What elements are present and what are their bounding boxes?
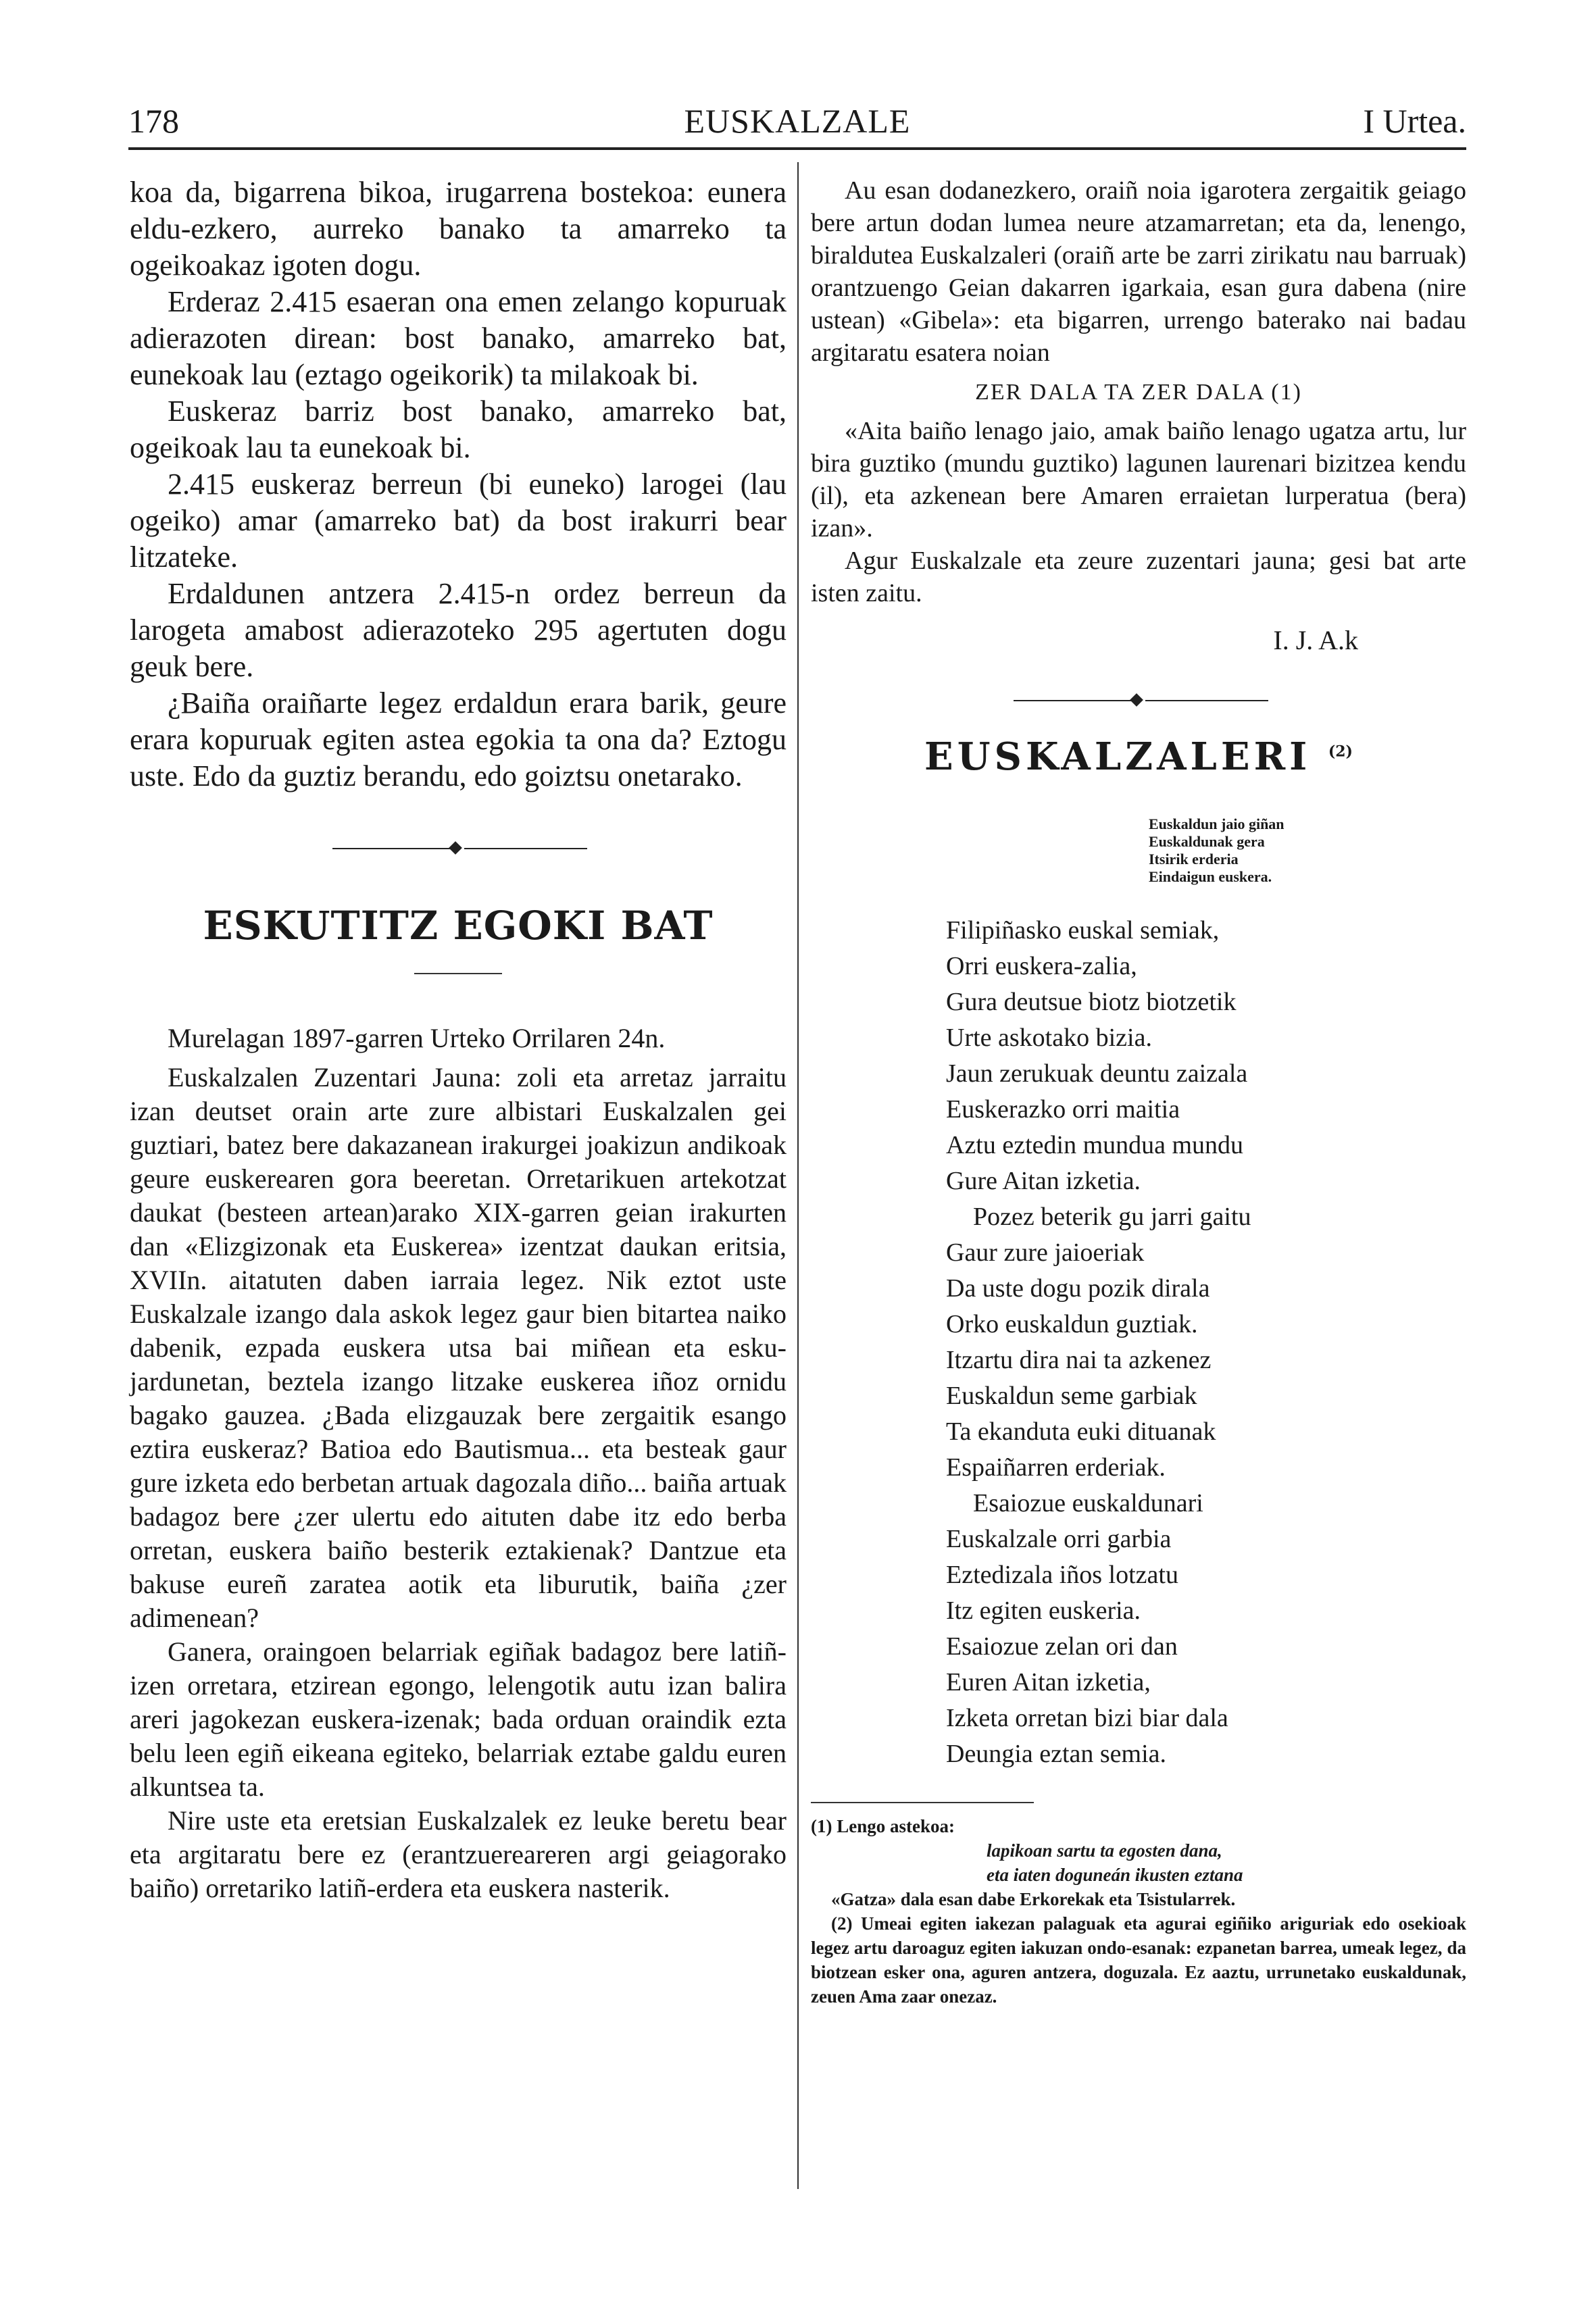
poem-line: Orri euskera-zalia, [946,952,1137,980]
header-rule [128,147,1466,150]
article-title: ESKUTITZ EGOKI BAT [203,903,714,949]
paragraph: Nire uste eta eretsian Euskalzalek ez leuke beretu bear eta argitaratu bere ez (erantzuereareren argi geiagorako baiño) orretariko latiñ-erdera eta euskera nasterik. [130,1805,787,1903]
poem-line: Izketa orretan bizi biar dala [946,1704,1228,1732]
poem-line: Itzartu dira nai ta azkenez [946,1346,1212,1374]
paragraph: «Aita baiño lenago jaio, amak baiño lenago ugatza artu, lur bira guztiko (mundu guztiko) lagunen laurenari bizitzea kendu (il), eta azkenean bere Amaren erraietan lurperatua (bera) izan». [811,417,1466,543]
paragraph: ¿Baiña oraiñarte legez erdaldun erara barik, geure erara kopuruak egiten astea egokia ta ona da? Eztogu uste. Edo da guztiz berandu, edo goiztsu onetarako. [130,686,787,793]
section-ornament [130,842,787,855]
running-header [128,101,1466,149]
poem-line: Da uste dogu pozik dirala [946,1274,1210,1303]
section-heading: ZER DALA TA ZER DALA (1) [975,380,1302,405]
footnote-1-quote: eta iaten doguneán ikusten eztana [987,1865,1243,1885]
poem-line: Gura deutsue biotz biotzetik [946,988,1237,1016]
volume-year: I Urtea. [1363,102,1466,140]
motto-line: Eindaigun euskera. [1149,868,1272,885]
poem-line: Aztu eztedin mundua mundu [946,1131,1244,1159]
poem-line: Esaiozue zelan ori dan [946,1632,1178,1661]
paragraph: Au esan dodanezkero, oraiñ noia igarotera zergaitik geiago bere artun dodan lumea neure atzamarretan; eta da, lenengo, biraldutea Euskalzaleri (oraiñ arte be zarri zirikatu nau barruak) orantzuengo Geian dakarren igarkaia, esan gura dabena (nire ustean) «Gibela»: eta bigarren, urrengo baterako nai badau argitaratu esatera noian [811,176,1466,367]
footnote-1-text: «Gatza» dala esan dabe Erkorekak eta Tsistularrek. [831,1889,1236,1909]
footnote-mark: (2) [1328,743,1353,761]
poem-line: Euskalzale orri garbia [946,1525,1172,1553]
left-column [130,174,787,1905]
poem-line: Urte askotako bizia. [946,1024,1152,1052]
signature: I. J. A.k [1273,625,1358,655]
poem-line: Espaiñarren erderiak. [946,1453,1166,1482]
journal-title: EUSKALZALE [684,102,911,140]
paragraph: Erderaz 2.415 esaeran ona emen zelango kopuruak adierazoten direan: bost banako, amarreko bat, eunekoak lau (eztago ogeikorik) ta milakoak bi. [130,285,787,391]
motto [1149,815,1466,886]
poem-line: Esaiozue euskaldunari [973,1489,1203,1517]
paragraph: 2.415 euskeraz berreun (bi euneko) larogei (lau ogeiko) amar (amarreko bat) da bost irakurri bear litzateke. [130,468,787,574]
right-column [811,174,1466,2009]
footnote-2-text: (2) Umeai egiten iakezan palaguak eta agurai egiñiko ariguriak edo osekioak legez artu daroaguz egiten iakuzan ondo-esanak: ezpanetan barrea, umeak legez, da biotzean esker ona, aguren antzera, doguzala. Ez aaztu, urrunetako euskaldunak, zeuen Ama zaar onezaz. [811,1913,1466,2007]
poem [946,913,1466,1772]
motto-line: Euskaldun jaio giñan [1149,815,1285,832]
poem-line: Euskerazko orri maitia [946,1095,1180,1124]
paragraph: Ganera, oraingoen belarriak egiñak badagoz bere latiñ-izen orretara, etzirean egongo, lelengotik autu izan balira areri jagokezan euskera-izenak; bada orduan oraindik ezta belu leen egiñ eikeana egiteko, belarriak eztabe galdu euren alkuntsea ta. [130,1636,787,1802]
footnote-1-quote: lapikoan sartu ta egosten dana, [987,1840,1222,1861]
poem-line: Gure Aitan izketia. [946,1167,1141,1195]
paragraph: Agur Euskalzale eta zeure zuzentari jauna; gesi bat arte isten zaitu. [811,547,1466,607]
poem-line: Orko euskaldun guztiak. [946,1310,1198,1338]
poem-line: Deungia eztan semia. [946,1740,1167,1768]
poem-line: Pozez beterik gu jarri gaitu [973,1203,1251,1231]
motto-line: Euskaldunak gera [1149,833,1265,850]
poem-line: Eztedizala iños lotzatu [946,1561,1178,1589]
dateline: Murelagan 1897-garren Urteko Orrilaren 24n. [168,1023,666,1053]
poem-line: Ta ekanduta euki dituanak [946,1417,1216,1446]
poem-line: Filipiñasko euskal semiak, [946,916,1220,945]
poem-line: Euskaldun seme garbiak [946,1382,1197,1410]
paragraph: Euskeraz barriz bost banako, amarreko bat, ogeikoak lau ta eunekoak bi. [130,395,787,464]
footnote-1-label: (1) Lengo astekoa: [811,1816,955,1836]
poem-line: Euren Aitan izketia, [946,1668,1151,1696]
paragraph: Erdaldunen antzera 2.415-n ordez berreun da larogeta amabost adierazoteko 295 agertuten dogu geuk bere. [130,577,787,683]
poem-line: Jaun zerukuak deuntu zaizala [946,1059,1248,1088]
paragraph: Euskalzalen Zuzentari Jauna: zoli eta arretaz jarraitu izan deutset orain arte zure albistari Euskalzalen gei guztiari, batez bere dakazanean irakurgei joakizun andikoak geure euskerearen gora beeretan. Orretarikuen artekotzat daukat (besteen artean)arako XIX-garren geian irakurten dan «Elizgizonak eta Euskerea» izentzat daukan eritsia, XVIIn. aitatuten daben iarraia legez. Nik eztot uste Euskalzale izango dala askok legez gaur bien bitartea naiko dabenik, ezpada euskera utsa bai miñean eta esku-jardunetan, beztela izango litzake euskerea iñoz ornidu bagako gauzea. ¿Bada elizgauzak bere zergaitik esango eztira euskeraz? Batioa edo Bautismua... eta besteak gaur gure izketa edo berbetan artuak dagozala diño... baiña artuak badagoz bere ¿zer ulertu edo aituten dabe itz edo berba orretan, euskera baiño besterik eztakienak? Dantzue eta bakuse eureñ zaratea aotik eta liburutik, baiña ¿zer adimenean? [130,1062,787,1633]
motto-line: Itsirik erderia [1149,851,1239,867]
column-divider [797,162,799,2189]
footnotes [811,1814,1466,2009]
poem-title: EUSKALZALERI $^{(2)}$ [924,734,1353,779]
page-number: 178 [128,102,179,140]
poem-line: Itz egiten euskeria. [946,1596,1141,1625]
poem-line: Gaur zure jaioeriak [946,1238,1145,1267]
paragraph: koa da, bigarrena bikoa, irugarrena bostekoa: eunera eldu-ezkero, aurreko banako ta amarreko ta ogeikoakaz igoten dogu. [130,176,787,282]
section-ornament [811,694,1466,707]
